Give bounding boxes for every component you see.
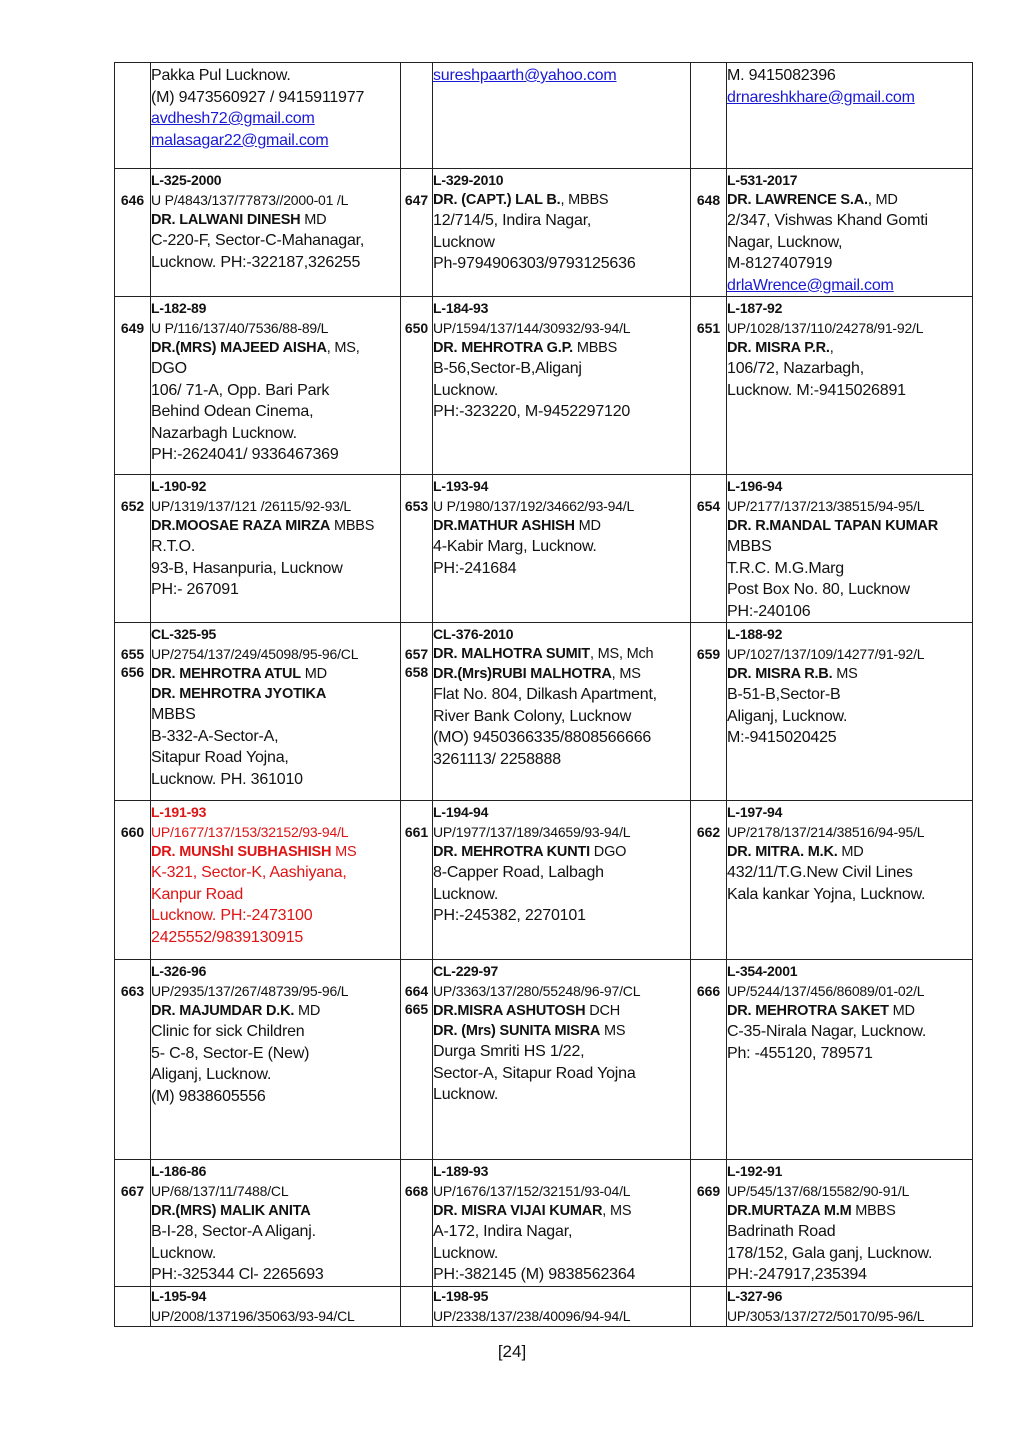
doctor-degree: DCH [585, 1003, 621, 1019]
entry-number: 662 [691, 801, 727, 960]
address-line: MBBS [727, 538, 772, 555]
doctor-name-text: DR.MURTAZA M.M [727, 1203, 852, 1219]
entry-number-cell [691, 63, 727, 169]
address-line: B-332-A-Sector-A, [151, 727, 279, 745]
doctor-name-text: DR.(MRS) MAJEED AISHA [151, 340, 327, 356]
table-row [115, 1160, 973, 1287]
registration-number: UP/3053/137/272/50170/95-96/L [727, 1307, 925, 1324]
address-line: (M) 9473560927 / 9415911977 [151, 88, 365, 106]
address-line: Flat No. 804, Dilkash Apartment, [433, 686, 657, 703]
registration-number: U P/1980/137/192/34662/93-94/L [433, 498, 635, 514]
doctor-name [433, 338, 690, 358]
entry-number: 654 [691, 475, 727, 623]
address-line: (MO) 9450366335/8808566666 [433, 729, 652, 746]
address-line: Kala kankar Yojna, Lucknow. [727, 885, 926, 903]
registration-number: UP/545/137/68/15582/90-91/L [727, 1183, 910, 1199]
doctor-degree: MD [574, 518, 601, 534]
address-line: River Bank Colony, Lucknow [433, 707, 632, 725]
address-line: 2425552/9839130915 [151, 928, 304, 946]
table-row [115, 475, 973, 623]
entry-cell [433, 960, 691, 1160]
doctor-degree: MBBS [851, 1203, 896, 1219]
registration-number: UP/3363/137/280/55248/96-97/CL [433, 983, 641, 999]
address-line: 432/11/T.G.New Civil Lines [727, 864, 913, 881]
entry-number: 657658 [401, 623, 433, 801]
entry-number-cell [401, 63, 433, 169]
doctor-name-text: DR. MEHROTRA KUNTI [433, 844, 590, 860]
address-line: Pakka Pul Lucknow. [151, 67, 291, 84]
address-line: Badrinath Road [727, 1223, 836, 1240]
registration-number: UP/1594/137/144/30932/93-94/L [433, 320, 631, 336]
entry-number: 651 [691, 297, 727, 475]
doctor-degree: MS [331, 844, 357, 860]
doctor-degree: , MBBS [560, 192, 609, 208]
doctor-name-text: DR. MAJUMDAR D.K. [151, 1003, 295, 1019]
entry-cell [727, 169, 973, 297]
table-row [115, 801, 973, 960]
entry-cell [151, 475, 401, 623]
doctor-degree: MD [294, 1003, 321, 1019]
entry-cell [433, 63, 691, 169]
membership-code: L-195-94 [151, 1287, 207, 1304]
doctor-name-text: DR. MUNShI SUBHASHISH [151, 844, 332, 860]
doctor-name-text: DR. MEHROTRA JYOTIKA [151, 686, 327, 702]
address-line: C-220-F, Sector-C-Mahanagar, [151, 232, 365, 249]
address-line: A-172, Indira Nagar, [433, 1223, 573, 1240]
address-line: PH:-240106 [727, 602, 811, 620]
membership-code: L-191-93 [151, 804, 207, 820]
membership-code: L-186-86 [151, 1163, 207, 1179]
entry-cell [151, 1160, 401, 1287]
registration-number: UP/2754/137/249/45098/95-96/CL [151, 646, 359, 662]
address-line: 106/ 71-A, Opp. Bari Park [151, 381, 330, 399]
table-row [115, 63, 973, 169]
entry-number: 667 [115, 1160, 151, 1287]
entry-cell [151, 169, 401, 297]
doctor-degree: MD [888, 1003, 915, 1019]
doctor-name-text: DR. MEHROTRA G.P. [433, 340, 573, 356]
entry-cell [433, 1160, 691, 1287]
address-line: 5- C-8, Sector-E (New) [151, 1044, 310, 1062]
address-line: 4-Kabir Marg, Lucknow. [433, 538, 597, 555]
address-line: Durga Smriti HS 1/22, [433, 1043, 585, 1060]
doctor-name-text: DR. (Mrs) SUNITA MISRA [433, 1023, 601, 1039]
address-line: Lucknow. PH:-322187,326255 [151, 253, 361, 271]
membership-code: L-531-2017 [727, 172, 798, 188]
doctor-name [433, 664, 690, 684]
doctor-name-text: DR. (CAPT.) LAL B. [433, 192, 561, 208]
registration-number: UP/1027/137/109/14277/91-92/L [727, 646, 925, 662]
membership-code: L-188-92 [727, 626, 783, 642]
entry-cell [727, 960, 973, 1160]
doctor-name [151, 1001, 400, 1021]
doctor-name-text: DR.MISRA ASHUTOSH [433, 1003, 586, 1019]
membership-code: L-326-96 [151, 963, 207, 979]
address-line: Lucknow. M:-9415026891 [727, 381, 906, 399]
doctor-name-text: DR. MITRA. M.K. [727, 844, 838, 860]
registration-number: U P/4843/137/77873//2000-01 /L [151, 192, 349, 208]
membership-code: CL-376-2010 [433, 626, 514, 642]
entry-number: 648 [691, 169, 727, 297]
doctor-name [727, 1001, 972, 1021]
email-link[interactable]: avdhesh72@gmail.com [151, 110, 315, 127]
registration-number: UP/1676/137/152/32151/93-04/L [433, 1183, 631, 1199]
address-line: Nagar, Lucknow, [727, 233, 843, 251]
doctor-name [727, 842, 972, 862]
entry-number: 660 [115, 801, 151, 960]
entry-cell [727, 297, 973, 475]
doctor-name [433, 516, 690, 536]
address-line: M:-9415020425 [727, 729, 837, 746]
registration-number: UP/2008/137196/35063/93-94/CL [151, 1307, 355, 1324]
doctor-degree: , MS [611, 666, 641, 682]
address-line: M-8127407919 [727, 255, 833, 272]
membership-code: L-189-93 [433, 1163, 489, 1179]
address-line: Kanpur Road [151, 885, 244, 903]
entry-cell [151, 623, 401, 801]
membership-code: L-192-91 [727, 1163, 783, 1179]
address-line: 178/152, Gala ganj, Lucknow. [727, 1244, 933, 1262]
doctor-name [433, 1201, 690, 1221]
address-line: PH:-245382, 2270101 [433, 907, 586, 924]
email-link[interactable]: drlaWrence@gmail.com [727, 276, 894, 294]
entry-number: 666 [691, 960, 727, 1160]
doctor-degree: , MD [867, 192, 898, 208]
doctor-degree: MD [300, 666, 327, 682]
entry-cell [151, 801, 401, 960]
address-line: Behind Odean Cinema, [151, 403, 314, 420]
doctor-name [433, 842, 690, 862]
doctor-name [727, 1201, 972, 1221]
entry-cell [727, 63, 973, 169]
membership-code: L-329-2010 [433, 172, 504, 188]
address-line: K-321, Sector-K, Aashiyana, [151, 864, 347, 881]
registration-number: UP/5244/137/456/86089/01-02/L [727, 983, 925, 999]
registration-number: UP/2338/137/238/40096/94-94/L [433, 1307, 631, 1324]
entry-cell [151, 1286, 401, 1326]
doctor-degree: , MS, [326, 340, 360, 356]
membership-code: L-327-96 [727, 1287, 783, 1304]
doctor-name-text: DR. MALHOTRA SUMIT [433, 646, 590, 662]
doctor-name [151, 338, 400, 358]
doctor-degree: MBBS [330, 518, 375, 534]
address-line: Lucknow. [151, 1244, 217, 1262]
table-row [115, 297, 973, 475]
doctor-name-text: DR.MOOSAE RAZA MIRZA [151, 518, 331, 534]
address-line: Nazarbagh Lucknow. [151, 424, 297, 442]
doctor-name [151, 1201, 400, 1221]
doctor-degree: , [829, 340, 834, 356]
membership-code: L-325-2000 [151, 172, 222, 188]
doctor-name-text: DR.(Mrs)RUBI MALHOTRA [433, 666, 612, 682]
doctor-degree: DGO [589, 844, 627, 860]
doctor-name-text: DR. R.MANDAL TAPAN KUMAR [727, 518, 939, 534]
membership-code: L-194-94 [433, 804, 489, 820]
address-line: Lucknow. PH:-2473100 [151, 907, 313, 924]
doctor-degree: , MS, Mch [589, 646, 654, 662]
page-number: [24] [497, 1342, 527, 1361]
doctor-name [151, 664, 400, 684]
entry-number-cell [401, 1286, 433, 1326]
doctor-name [433, 644, 690, 664]
doctor-degree: , MS [602, 1203, 632, 1219]
registration-number: U P/116/137/40/7536/88-89/L [151, 320, 329, 336]
address-line: PH:-247917,235394 [727, 1266, 867, 1283]
entry-number: 647 [401, 169, 433, 297]
directory-table [114, 62, 973, 1327]
registration-number: UP/68/137/11/7488/CL [151, 1183, 289, 1199]
membership-code: L-187-92 [727, 300, 783, 316]
address-line: DGO [151, 360, 187, 377]
doctor-name-text: DR. MEHROTRA ATUL [151, 666, 301, 682]
address-line: Lucknow. [433, 381, 499, 399]
membership-code: L-193-94 [433, 478, 489, 494]
address-line: R.T.O. [151, 538, 196, 555]
entry-cell [727, 475, 973, 623]
entry-cell [151, 960, 401, 1160]
doctor-name [433, 1001, 690, 1021]
address-line: M. 9415082396 [727, 67, 836, 84]
registration-number: UP/1677/137/153/32152/93-94/L [151, 824, 349, 840]
membership-code: L-190-92 [151, 478, 207, 494]
doctor-name [727, 664, 972, 684]
address-line: Ph: -455120, 789571 [727, 1044, 873, 1062]
doctor-name-text: DR. LAWRENCE S.A. [727, 192, 868, 208]
entry-number: 646 [115, 169, 151, 297]
address-line: PH:-2624041/ 9336467369 [151, 446, 339, 463]
address-line: C-35-Nirala Nagar, Lucknow. [727, 1023, 927, 1040]
entry-cell [433, 475, 691, 623]
address-line: Ph-9794906303/9793125636 [433, 255, 636, 272]
registration-number: UP/2178/137/214/38516/94-95/L [727, 824, 925, 840]
membership-code: L-184-93 [433, 300, 489, 316]
address-line: Lucknow. PH. 361010 [151, 770, 303, 788]
doctor-name-text: DR.(MRS) MALIK ANITA [151, 1203, 311, 1219]
address-line: Post Box No. 80, Lucknow [727, 581, 910, 598]
doctor-name-text: DR.MATHUR ASHISH [433, 518, 575, 534]
address-line: PH:- 267091 [151, 581, 239, 598]
doctor-name [151, 684, 400, 704]
registration-number: UP/2177/137/213/38515/94-95/L [727, 498, 925, 514]
entry-number: 655 656 [115, 623, 151, 801]
doctor-name [151, 842, 400, 862]
address-line: Lucknow. [433, 885, 499, 903]
entry-number-cell [691, 1286, 727, 1326]
entry-cell [433, 623, 691, 801]
registration-number: UP/1028/137/110/24278/91-92/L [727, 320, 924, 336]
entry-cell [433, 297, 691, 475]
directory-table-body [115, 63, 973, 1327]
membership-code: CL-229-97 [433, 963, 499, 979]
entry-number: 661 [401, 801, 433, 960]
email-link[interactable]: malasagar22@gmail.com [151, 131, 329, 149]
doctor-degree: MD [837, 844, 864, 860]
entry-cell [433, 169, 691, 297]
address-line: Clinic for sick Children [151, 1023, 305, 1040]
membership-code: L-354-2001 [727, 963, 798, 979]
address-line: Lucknow [433, 233, 495, 251]
address-line: Sector-A, Sitapur Road Yojna [433, 1064, 636, 1082]
entry-number: 650 [401, 297, 433, 475]
doctor-name [151, 210, 400, 230]
entry-cell [727, 1160, 973, 1287]
address-line: Lucknow. [433, 1086, 499, 1103]
doctor-name [433, 1021, 690, 1041]
entry-cell [727, 801, 973, 960]
table-row [115, 1286, 973, 1326]
doctor-degree: MBBS [573, 340, 618, 356]
entry-number: 663 [115, 960, 151, 1160]
entry-cell [151, 297, 401, 475]
registration-number: UP/2935/137/267/48739/95-96/L [151, 983, 349, 999]
doctor-name [151, 516, 400, 536]
doctor-name-text: DR. MISRA VIJAI KUMAR [433, 1203, 603, 1219]
address-line: PH:-241684 [433, 559, 517, 577]
email-link[interactable]: sureshpaarth@yahoo.com [433, 67, 617, 84]
entry-cell [151, 63, 401, 169]
entry-number-cell [115, 63, 151, 169]
entry-cell [727, 1286, 973, 1326]
doctor-name [727, 516, 972, 536]
doctor-degree: MD [300, 212, 327, 228]
address-line: MBBS [151, 706, 196, 723]
entry-number: 652 [115, 475, 151, 623]
entry-number-cell [115, 1286, 151, 1326]
entry-number: 669 [691, 1160, 727, 1287]
email-link[interactable]: drnareshkhare@gmail.com [727, 88, 915, 106]
address-line: Lucknow. [433, 1244, 499, 1262]
address-line: PH:-325344 Cl- 2265693 [151, 1266, 324, 1283]
entry-number: 668 [401, 1160, 433, 1287]
membership-code: L-182-89 [151, 300, 207, 316]
membership-code: L-198-95 [433, 1287, 489, 1304]
doctor-name-text: DR. MISRA R.B. [727, 666, 833, 682]
address-line: 106/72, Nazarbagh, [727, 360, 864, 377]
address-line: Sitapur Road Yojna, [151, 749, 289, 766]
table-row [115, 623, 973, 801]
address-line: 3261113/ 2258888 [433, 750, 561, 768]
membership-code: L-196-94 [727, 478, 783, 494]
table-row [115, 960, 973, 1160]
registration-number: UP/1319/137/121 /26115/92-93/L [151, 498, 352, 514]
doctor-name-text: DR. MISRA P.R. [727, 340, 830, 356]
address-line: PH:-323220, M-9452297120 [433, 403, 631, 420]
address-line: 8-Capper Road, Lalbagh [433, 864, 604, 881]
address-line: B-I-28, Sector-A Aliganj. [151, 1223, 316, 1240]
doctor-name [727, 190, 972, 210]
entry-number: 659 [691, 623, 727, 801]
registration-number: UP/1977/137/189/34659/93-94/L [433, 824, 631, 840]
address-line: (M) 9838605556 [151, 1087, 266, 1105]
doctor-name [433, 190, 690, 210]
address-line: B-56,Sector-B,Aliganj [433, 360, 582, 377]
membership-code: CL-325-95 [151, 626, 217, 642]
address-line: 2/347, Vishwas Khand Gomti [727, 212, 928, 229]
membership-code: L-197-94 [727, 804, 783, 820]
entry-number: 664665 [401, 960, 433, 1160]
address-line: Aliganj, Lucknow. [727, 707, 848, 725]
entry-cell [727, 623, 973, 801]
doctor-degree: MS [600, 1023, 626, 1039]
address-line: 12/714/5, Indira Nagar, [433, 212, 592, 229]
entry-number: 653 [401, 475, 433, 623]
address-line: T.R.C. M.G.Marg [727, 559, 845, 577]
doctor-name [727, 338, 972, 358]
doctor-name-text: DR. MEHROTRA SAKET [727, 1003, 889, 1019]
table-row [115, 169, 973, 297]
address-line: Aliganj, Lucknow. [151, 1066, 272, 1083]
doctor-name-text: DR. LALWANI DINESH [151, 212, 301, 228]
entry-cell [433, 1286, 691, 1326]
entry-cell [433, 801, 691, 960]
address-line: B-51-B,Sector-B [727, 686, 841, 703]
address-line: 93-B, Hasanpuria, Lucknow [151, 559, 343, 577]
address-line: PH:-382145 (M) 9838562364 [433, 1266, 636, 1283]
entry-number: 649 [115, 297, 151, 475]
doctor-degree: MS [832, 666, 858, 682]
